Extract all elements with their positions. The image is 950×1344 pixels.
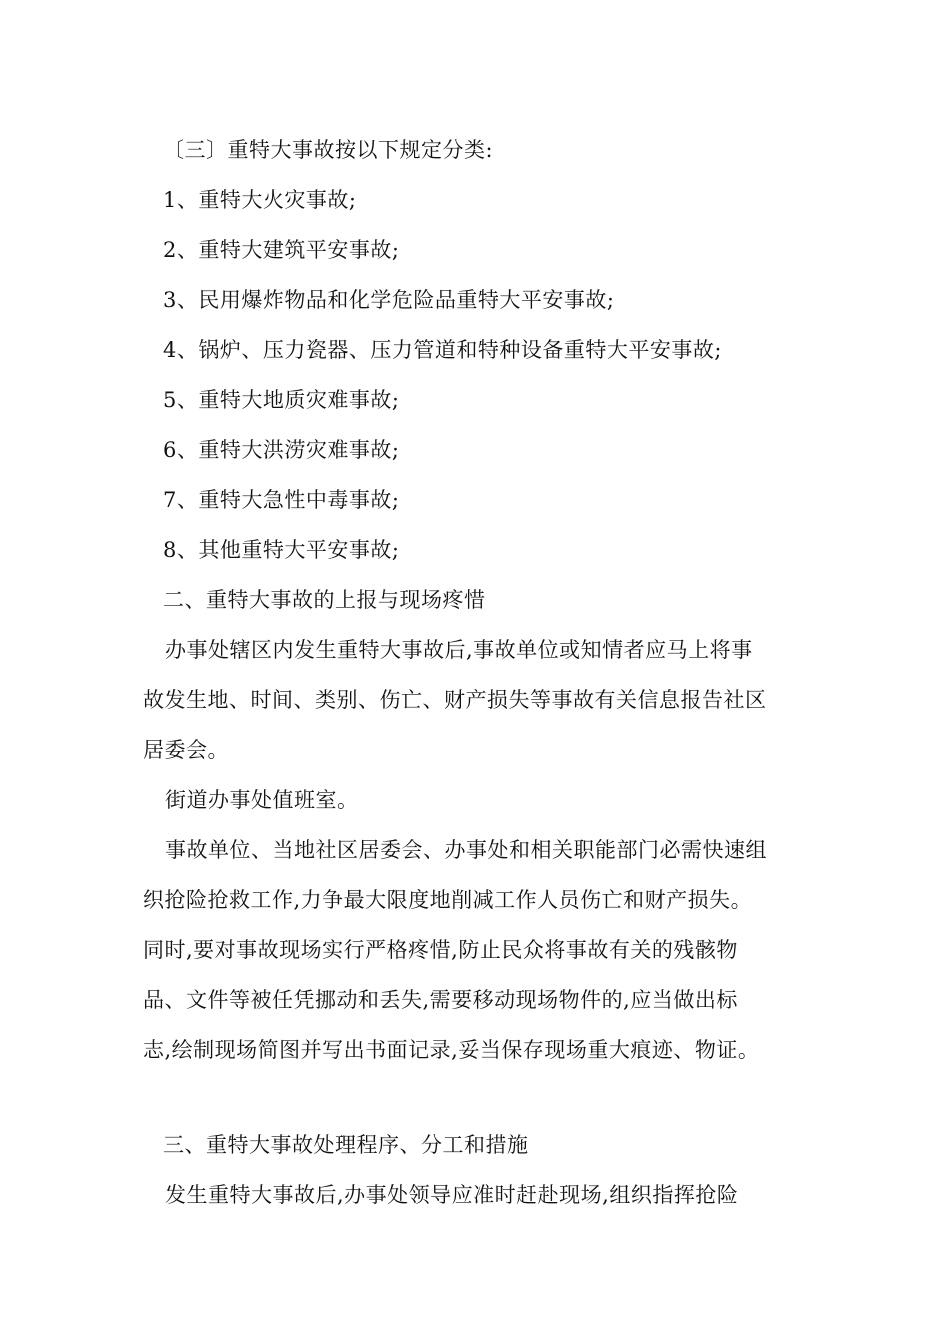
paragraph-line: 事故单位、当地社区居委会、办事处和相关职能部门必需快速组: [165, 838, 767, 862]
section-heading-procedures: 三、重特大事故处理程序、分工和措施: [163, 1133, 529, 1157]
paragraph-line: 居委会。: [143, 738, 229, 762]
list-item: 7、重特大急性中毒事故;: [163, 488, 400, 512]
paragraph-line: 志,绘制现场简图并写出书面记录,妥当保存现场重大痕迹、物证。: [143, 1038, 760, 1062]
paragraph-line: 织抢险抢救工作,力争最大限度地削减工作人员伤亡和财产损失。: [143, 888, 753, 912]
list-item: 3、民用爆炸物品和化学危险品重特大平安事故;: [163, 288, 615, 312]
paragraph-line: 发生重特大事故后,办事处领导应准时赶赴现场,组织指挥抢险: [165, 1183, 739, 1207]
paragraph-line: 同时,要对事故现场实行严格疼惜,防止民众将事故有关的残骸物: [143, 938, 738, 962]
list-item: 4、锅炉、压力瓷器、压力管道和特种设备重特大平安事故;: [163, 338, 722, 362]
list-item: 6、重特大洪涝灾难事故;: [163, 438, 400, 462]
section-heading-reporting: 二、重特大事故的上报与现场疼惜: [163, 588, 486, 612]
paragraph-line: 街道办事处值班室。: [165, 788, 359, 812]
list-item: 1、重特大火灾事故;: [163, 188, 357, 212]
paragraph-line: 办事处辖区内发生重特大事故后,事故单位或知情者应马上将事: [165, 638, 753, 662]
list-item: 5、重特大地质灾难事故;: [163, 388, 400, 412]
paragraph-line: 品、文件等被任凭挪动和丢失,需要移动现场物件的,应当做出标: [143, 988, 738, 1012]
section-heading-classification: 〔三〕重特大事故按以下规定分类:: [163, 138, 494, 162]
list-item: 2、重特大建筑平安事故;: [163, 238, 400, 262]
list-item: 8、其他重特大平安事故;: [163, 538, 400, 562]
paragraph-line: 故发生地、时间、类别、伤亡、财产损失等事故有关信息报告社区: [143, 688, 767, 712]
